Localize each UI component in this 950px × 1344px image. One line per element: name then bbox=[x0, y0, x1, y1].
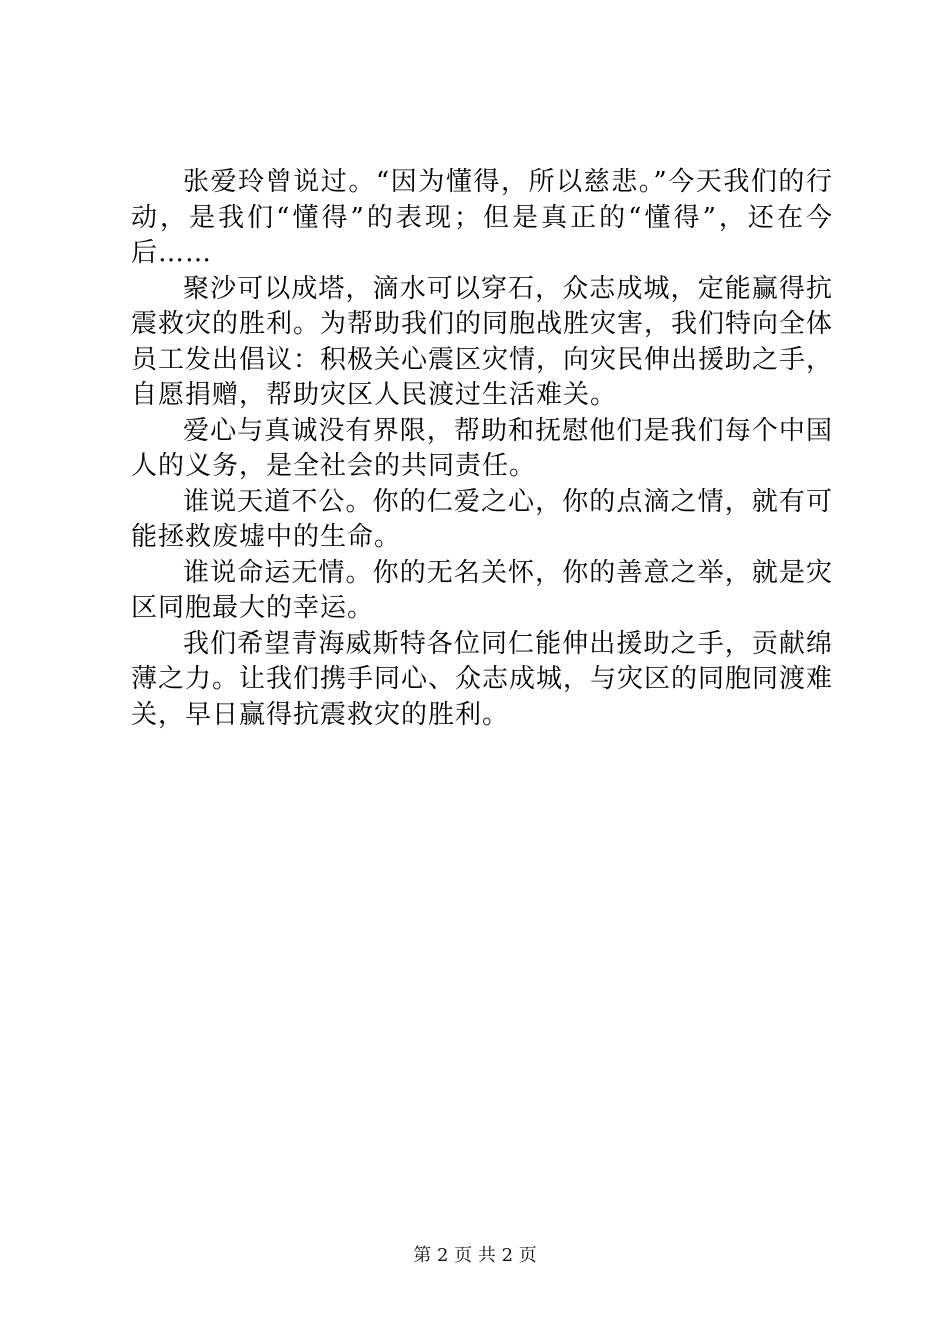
page-number-footer: 第 2 页 共 2 页 bbox=[413, 1245, 537, 1266]
paragraph-1: 张爱玲曾说过。“因为懂得，所以慈悲。”今天我们的行动，是我们“懂得”的表现；但是真正的“懂得”，还在今后…… bbox=[131, 167, 833, 268]
paragraph-2: 聚沙可以成塔，滴水可以穿石，众志成城，定能赢得抗震救灾的胜利。为帮助我们的同胞战胜灾害，我们特向全体员工发出倡议：积极关心震区灾情，向灾民伸出援助之手，自愿捐赠，帮助灾区人民渡过生活难关。 bbox=[131, 273, 834, 410]
paragraph-6: 我们希望青海威斯特各位同仁能伸出援助之手，贡献绵薄之力。让我们携手同心、众志成城，与灾区的同胞同渡难关，早日赢得抗震救灾的胜利。 bbox=[131, 628, 834, 730]
document-body bbox=[131, 165, 833, 733]
paragraph-4: 谁说天道不公。你的仁爱之心，你的点滴之情，就有可能拯救废墟中的生命。 bbox=[131, 486, 833, 552]
paragraph-5: 谁说命运无情。你的无名关怀，你的善意之举，就是灾区同胞最大的幸运。 bbox=[131, 557, 833, 623]
paragraph-3: 爱心与真诚没有界限，帮助和抚慰他们是我们每个中国人的义务，是全社会的共同责任。 bbox=[131, 415, 833, 481]
